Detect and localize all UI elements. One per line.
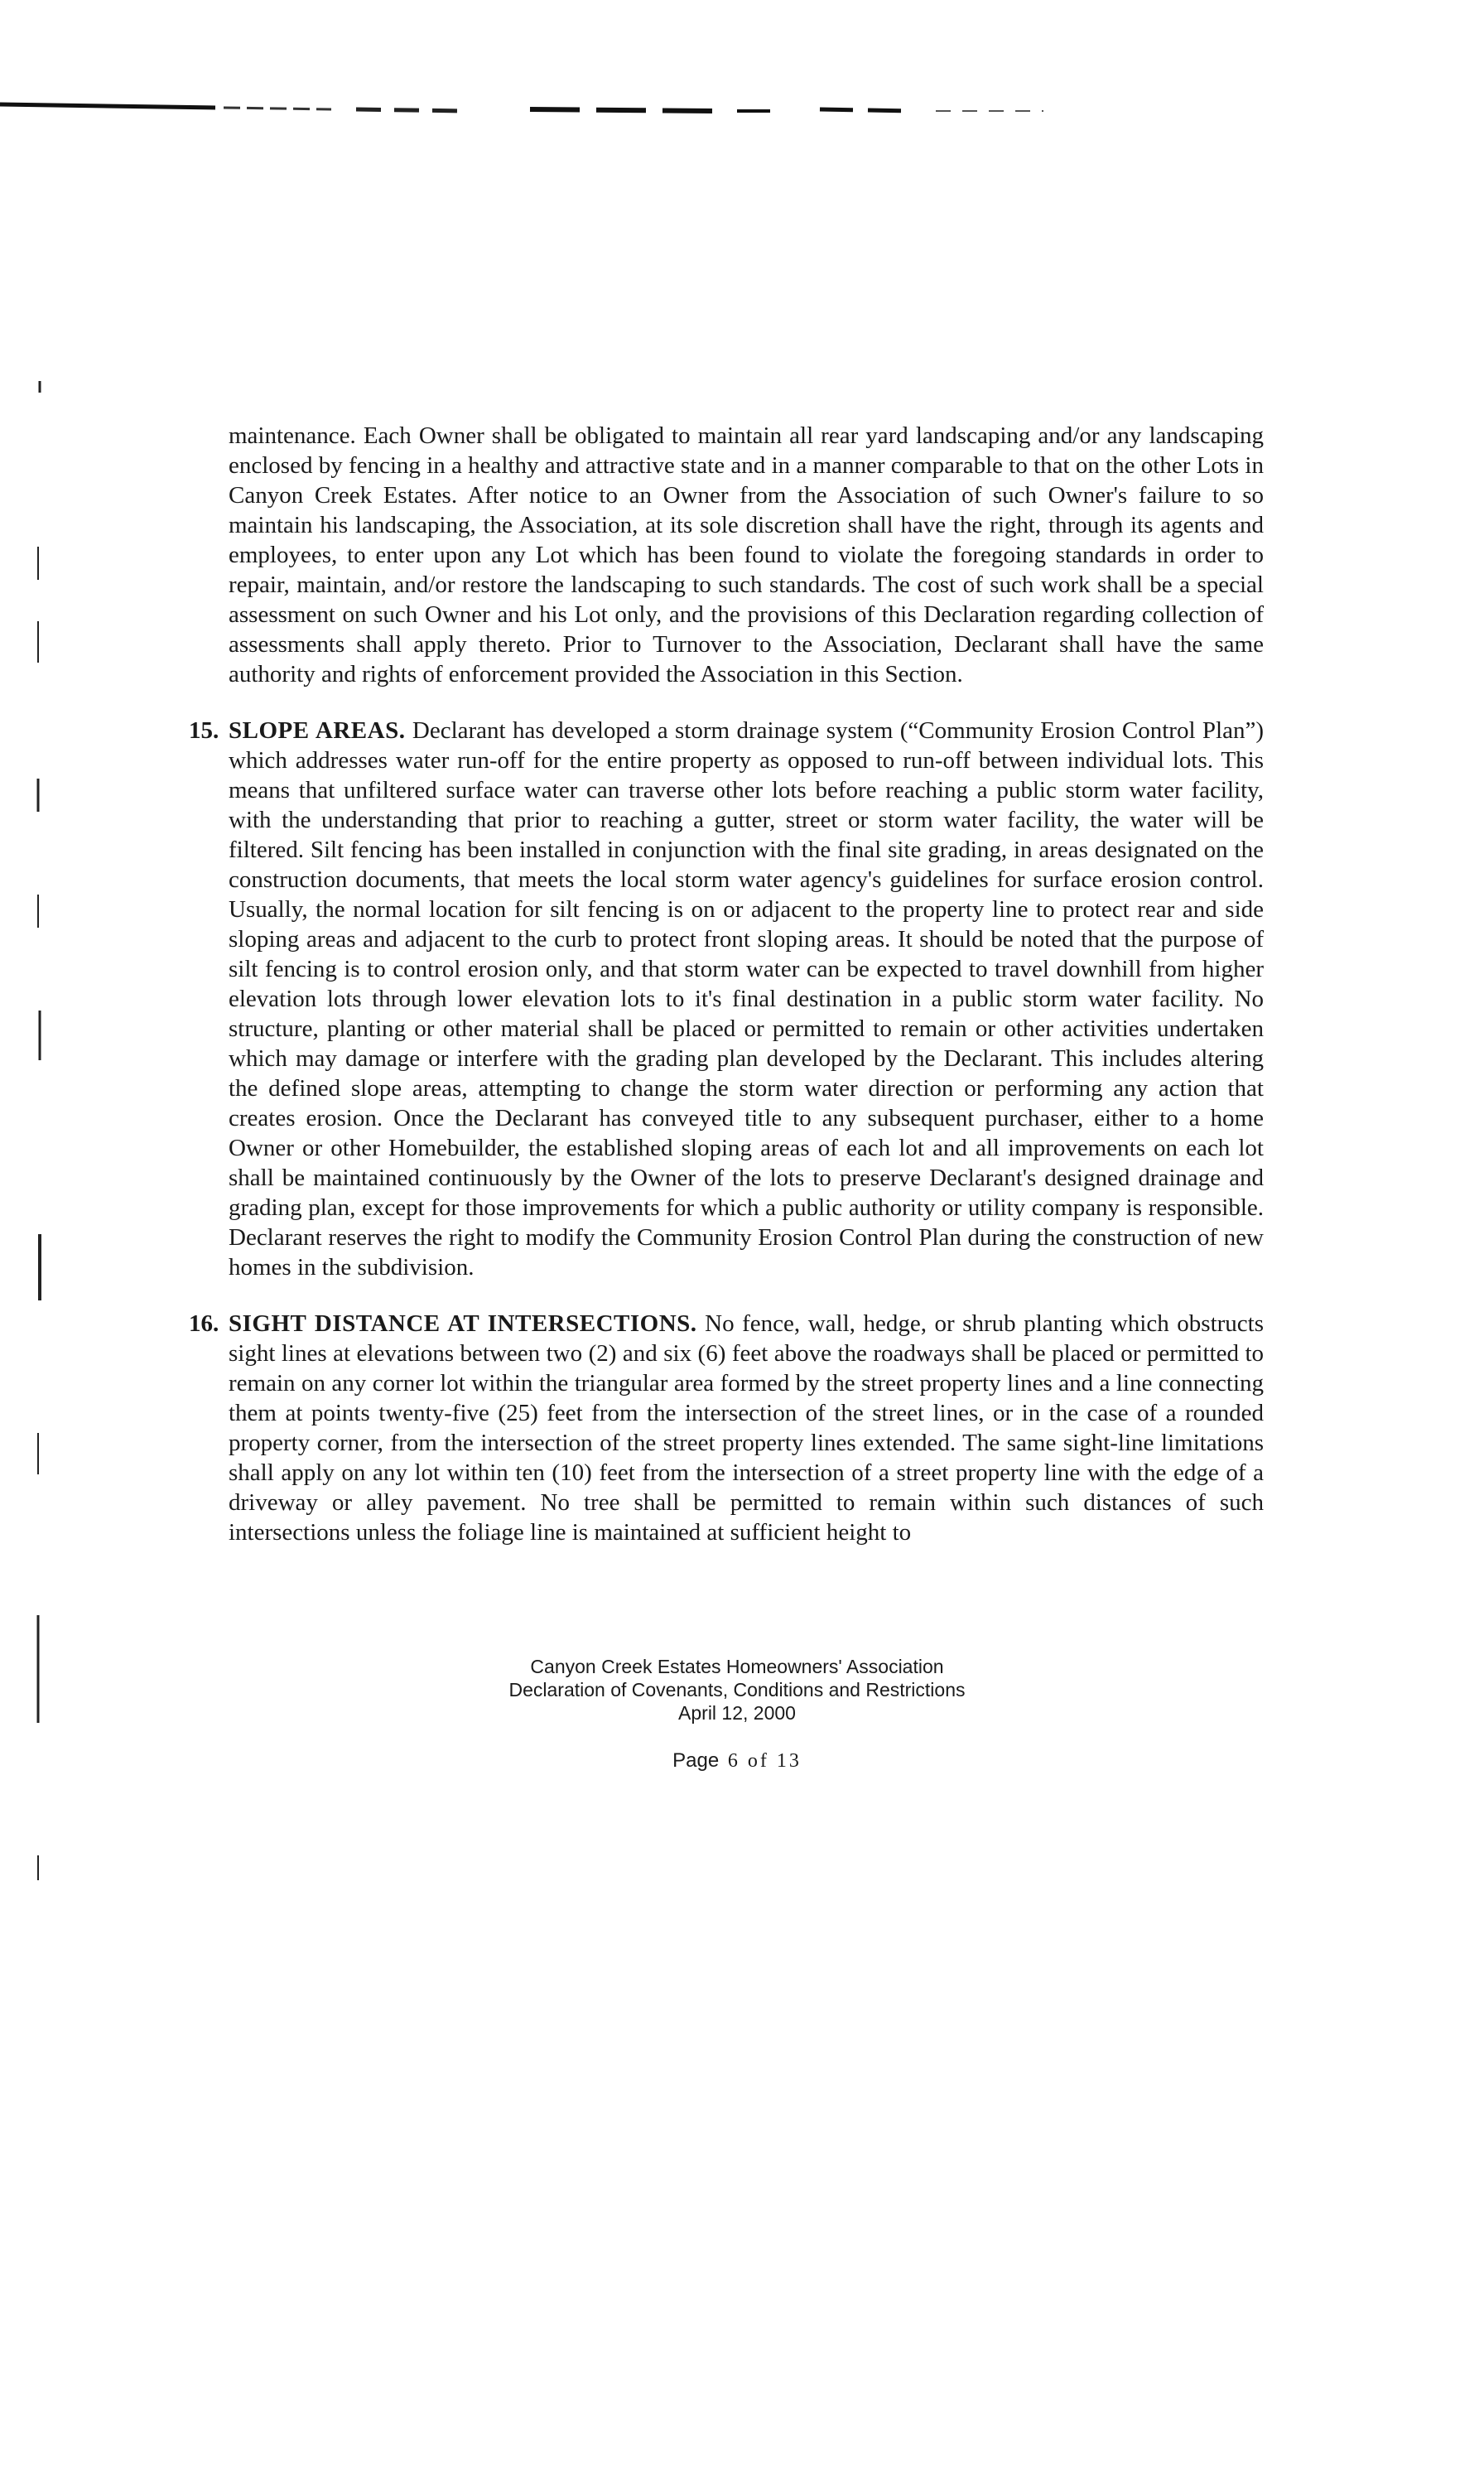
intro-paragraph: maintenance. Each Owner shall be obligated to maintain all rear yard landscaping and/or any landscaping enclosed by fencing in a healthy and attractive state and in a manner comparable to that on the other Lots in Canyon Creek Estates. After notice to an Owner from the Association of such Owner's failure to so maintain his landscaping, the Association, at its sole discretion shall have the right, through its agents and employees, to enter upon any Lot which has been found to violate the foregoing standards in order to repair, maintain, and/or restore the landscaping to such standards. The cost of such work shall be a special assessment on such Owner and his Lot only, and the provisions of this Declaration regarding collection of assessments shall apply thereto. Prior to Turnover to the Association, Declarant shall have the same authority and rights of enforcement provided the Association in this Section. [229,422,1264,687]
scan-artifact-left-margin [30,381,50,2038]
page-number-value: 6 of 13 [727,1750,802,1772]
scan-artifact-top [0,93,1159,118]
section-number: 16. [189,1310,219,1337]
section-15-slope-areas [189,716,1264,1282]
footer-date: April 12, 2000 [678,1702,796,1724]
page-number [497,1749,977,1773]
section-number: 15. [189,717,219,744]
section-paragraph [229,1309,1264,1547]
section-heading: SLOPE AREAS. [229,717,406,744]
section-16-sight-distance [189,1309,1264,1547]
document-body [189,421,1264,1547]
section-text: No fence, wall, hedge, or shrub planting which obstructs sight lines at elevations between two (2) and six (6) feet above the roadways shall be placed or permitted to remain on any corner lot within the triangular area formed by the street property lines and a line connecting them at points twenty-five (25) feet from the intersection of the street lines, or in the case of a rounded property corner, from the intersection of the street property lines extended. The same sight-line limitations shall apply on any lot within ten (10) feet from the intersection of a street property line with the edge of a driveway or alley pavement. No tree shall be permitted to remain within such distances of such intersections unless the foliage line is maintained at sufficient height to [229,1310,1265,1546]
section-text: Declarant has developed a storm drainage system (“Community Erosion Control Plan”) which addresses water run-off for the entire property as opposed to run-off between individual lots. This means that unfiltered surface water can traverse other lots before reaching a public storm water facility, with the understanding that prior to reaching a gutter, street or storm water facility, the water will be filtered. Silt fencing has been installed in conjunction with the final site grading, in areas designated on the construction documents, that meets the local storm water agency's guidelines for surface erosion control. Usually, the normal location for silt fencing is on or adjacent to the property line to protect rear and side sloping areas and adjacent to the curb to protect front sloping areas. It should be noted that the purpose of silt fencing is to control erosion only, and that storm water can be expected to travel downhill from higher elevation lots through lower elevation lots to it's final destination in a public storm water facility. No structure, planting or other material shall be placed or permitted to remain or other activities undertaken which may damage or interfere with the grading plan developed by the Declarant. This includes altering the defined slope areas, attempting to change the storm water direction or performing any action that creates erosion. Once the Declarant has conveyed title to any subsequent purchaser, either to a home Owner or other Homebuilder, the established sloping areas of each lot and all improvements on each lot shall be maintained continuously by the Owner of the lots to preserve Declarant's designed drainage and grading plan, except for those improvements for which a public authority or utility company is responsible. Declarant reserves the right to modify the Community Erosion Control Plan during the construction of new homes in the subdivision. [229,717,1265,1281]
footer-declaration: Declaration of Covenants, Conditions and Restrictions [508,1679,966,1700]
page-number-label: Page [672,1749,720,1772]
document-footer [497,1655,977,1725]
footer-association: Canyon Creek Estates Homeowners' Association [530,1656,944,1677]
section-heading: SIGHT DISTANCE AT INTERSECTIONS. [229,1310,697,1337]
section-paragraph [229,716,1264,1282]
